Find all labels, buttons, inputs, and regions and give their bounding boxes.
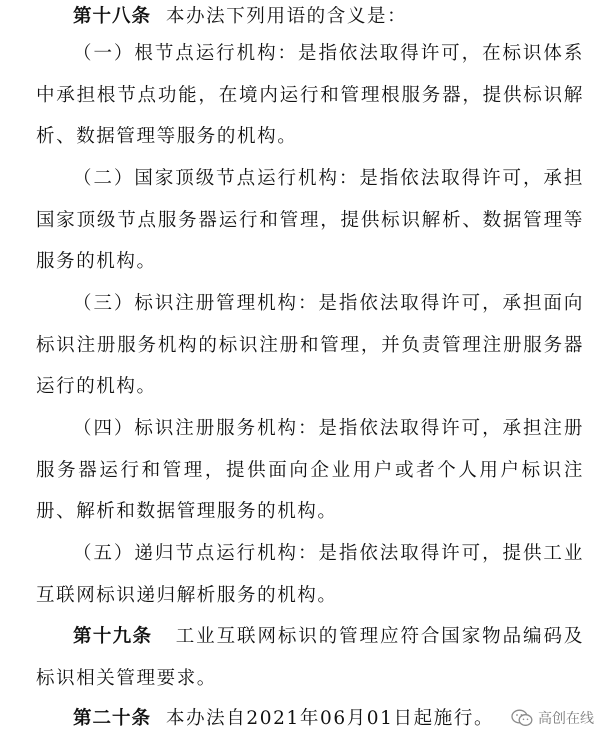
article-20-text: 本办法自2021年06月01日起施行。: [165, 708, 495, 729]
definition-2: （二）国家顶级节点运行机构：是指依法取得许可，承担国家顶级节点服务器运行和管理，提供标识解析、数据管理等服务的机构。: [36, 168, 584, 272]
definition-1: （一）根节点运行机构：是指依法取得许可，在标识体系中承担根节点功能，在境内运行和管理根服务器，提供标识解析、数据管理等服务的机构。: [36, 43, 584, 147]
article-18-text: 本办法下列用语的含义是：: [165, 6, 408, 27]
article-20-label: 第二十条: [73, 708, 152, 729]
definition-4: （四）标识注册服务机构：是指依法取得许可，承担注册服务器运行和管理，提供面向企业用户或者个人用户标识注册、解析和数据管理服务的机构。: [36, 418, 584, 522]
definition-5: （五）递归节点运行机构：是指依法取得许可，提供工业互联网标识递归解析服务的机构。: [36, 543, 584, 606]
article-19-text: 工业互联网标识的管理应符合国家物品编码及标识相关管理要求。: [36, 626, 584, 689]
watermark-text: 高创在线: [538, 711, 594, 727]
article-18: [36, 0, 584, 38]
article-20: [36, 698, 584, 740]
watermark: [507, 706, 598, 730]
definition-3: （三）标识注册管理机构：是指依法取得许可，承担面向标识注册服务机构的标识注册和管理，并负责管理注册服务器运行的机构。: [36, 293, 584, 397]
article-18-label: 第十八条: [73, 6, 152, 27]
wechat-icon: [511, 709, 533, 727]
article-19: [36, 616, 584, 699]
article-19-label: 第十九条: [73, 626, 153, 647]
